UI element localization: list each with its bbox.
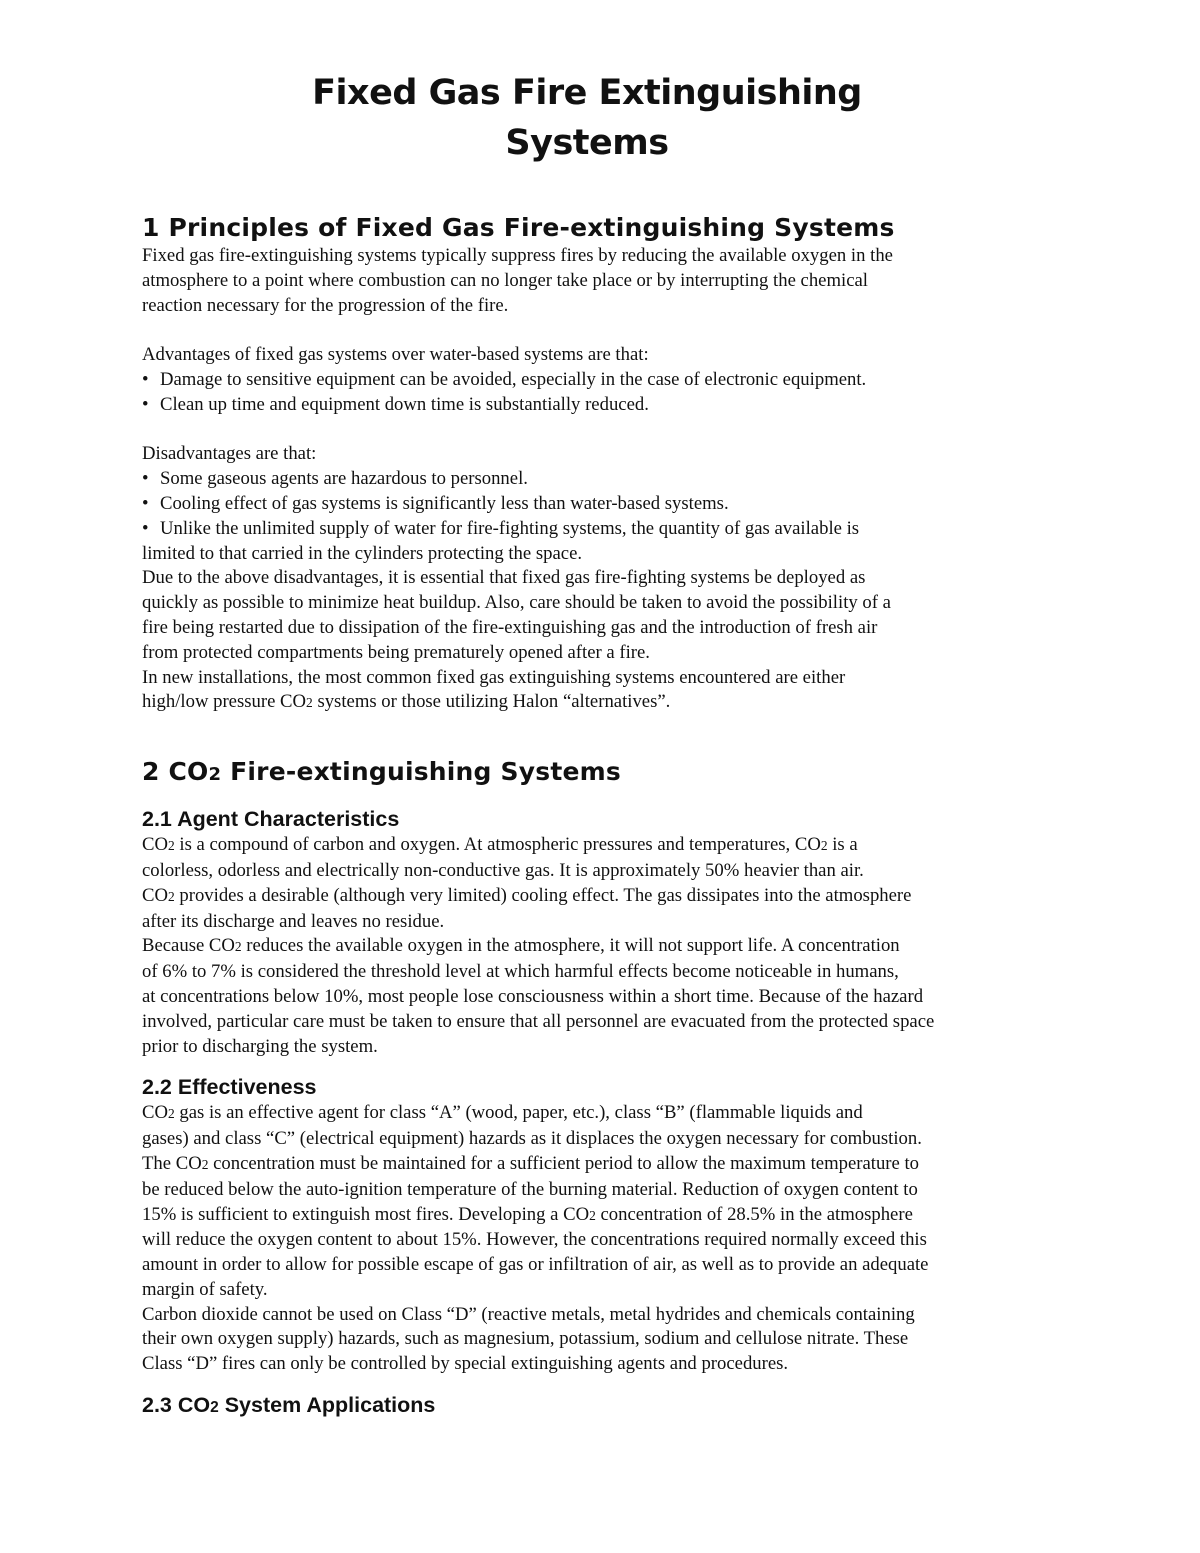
section-2-3-heading: 2.3 CO2 System Applications: [142, 1393, 436, 1418]
paragraph-line: atmosphere to a point where combustion can no longer take place or by interrupting the chemical: [142, 269, 868, 291]
advantage-item: • Damage to sensitive equipment can be avoided, especially in the case of electronic equipment.: [142, 368, 1062, 393]
section-2-1-heading: 2.1 Agent Characteristics: [142, 807, 400, 832]
section-2-2-heading: 2.2 Effectiveness: [142, 1075, 317, 1100]
paragraph-line: Carbon dioxide cannot be used on Class “D” (reactive metals, metal hydrides and chemicals containing: [142, 1303, 915, 1325]
section-2-1-body: [142, 833, 1062, 1059]
paragraph-line: 15% is sufficient to extinguish most fires. Developing a CO2 concentration of 28.5% in the atmosphere: [142, 1203, 913, 1225]
paragraph-line: their own oxygen supply) hazards, such as magnesium, potassium, sodium and cellulose nitrate. These: [142, 1328, 909, 1350]
title-line-2: Systems: [505, 123, 669, 163]
title-line-1: Fixed Gas Fire Extinguishing: [312, 73, 862, 113]
paragraph-line: CO2 gas is an effective agent for class “A” (wood, paper, etc.), class “B” (flammable liquids and: [142, 1102, 863, 1124]
paragraph-line: at concentrations below 10%, most people lose consciousness within a short time. Because of the hazard: [142, 985, 924, 1007]
paragraph-line: quickly as possible to minimize heat buildup. Also, care should be taken to avoid the possibility of a: [142, 592, 891, 614]
paragraph-line: be reduced below the auto-ignition temperature of the burning material. Reduction of oxygen content to: [142, 1178, 918, 1200]
paragraph-line: CO2 is a compound of carbon and oxygen. At atmospheric pressures and temperatures, CO2 is a: [142, 834, 858, 856]
disadvantage-item: • Unlike the unlimited supply of water for fire-fighting systems, the quantity of gas available is: [142, 517, 1062, 542]
paragraph-line: involved, particular care must be taken to ensure that all personnel are evacuated from the protected space: [142, 1010, 935, 1032]
paragraph-line: of 6% to 7% is considered the threshold level at which harmful effects become noticeable in humans,: [142, 961, 899, 983]
paragraph-line: Due to the above disadvantages, it is essential that fixed gas fire-fighting systems be deployed as: [142, 567, 866, 589]
disadvantage-item: • Some gaseous agents are hazardous to personnel.: [142, 467, 1062, 492]
document-page: [142, 68, 1062, 1422]
paragraph-line: will reduce the oxygen content to about 15%. However, the concentrations required normally exceed this: [142, 1229, 927, 1251]
paragraph-line: limited to that carried in the cylinders protecting the space.: [142, 542, 583, 564]
advantage-item: • Clean up time and equipment down time is substantially reduced.: [142, 393, 1062, 418]
section-2-2-body: [142, 1101, 1062, 1377]
paragraph-line: The CO2 concentration must be maintained for a sufficient period to allow the maximum temperature to: [142, 1152, 920, 1174]
section-2-heading: 2 CO2 Fire-extinguishing Systems: [142, 757, 621, 787]
paragraph-line: In new installations, the most common fixed gas extinguishing systems encountered are either: [142, 666, 846, 688]
paragraph-line: Because CO2 reduces the available oxygen in the atmosphere, it will not support life. A concentration: [142, 935, 900, 957]
paragraph-line: prior to discharging the system.: [142, 1035, 378, 1057]
disadvantages-intro: Disadvantages are that:: [142, 443, 317, 465]
paragraph-line: fire being restarted due to dissipation of the fire-extinguishing gas and the introduction of fresh air: [142, 616, 878, 638]
paragraph-line: Fixed gas fire-extinguishing systems typically suppress fires by reducing the available oxygen in the: [142, 245, 893, 266]
section-1-heading: 1 Principles of Fixed Gas Fire-extinguishing Systems: [142, 213, 895, 242]
paragraph-line: after its discharge and leaves no residue.: [142, 910, 445, 932]
paragraph-line: Class “D” fires can only be controlled by special extinguishing agents and procedures.: [142, 1353, 789, 1375]
document-title: [112, 68, 1062, 168]
paragraph-line: gases) and class “C” (electrical equipment) hazards as it displaces the oxygen necessary for combustion.: [142, 1128, 922, 1150]
paragraph-line: from protected compartments being prematurely opened after a fire.: [142, 641, 650, 663]
paragraph-line: reaction necessary for the progression of the fire.: [142, 294, 509, 316]
paragraph-line: CO2 provides a desirable (although very limited) cooling effect. The gas dissipates into the atmosphere: [142, 884, 912, 906]
paragraph-line: margin of safety.: [142, 1278, 268, 1300]
paragraph-line: amount in order to allow for possible escape of gas or infiltration of air, as well as to provide an adequate: [142, 1254, 929, 1276]
paragraph-line: high/low pressure CO2 systems or those utilizing Halon “alternatives”.: [142, 691, 671, 713]
disadvantage-item: • Cooling effect of gas systems is significantly less than water-based systems.: [142, 492, 1062, 517]
paragraph-line: colorless, odorless and electrically non-conductive gas. It is approximately 50% heavier than air.: [142, 859, 864, 881]
section-1-body: [142, 244, 1062, 716]
advantages-intro: Advantages of fixed gas systems over water-based systems are that:: [142, 344, 649, 366]
